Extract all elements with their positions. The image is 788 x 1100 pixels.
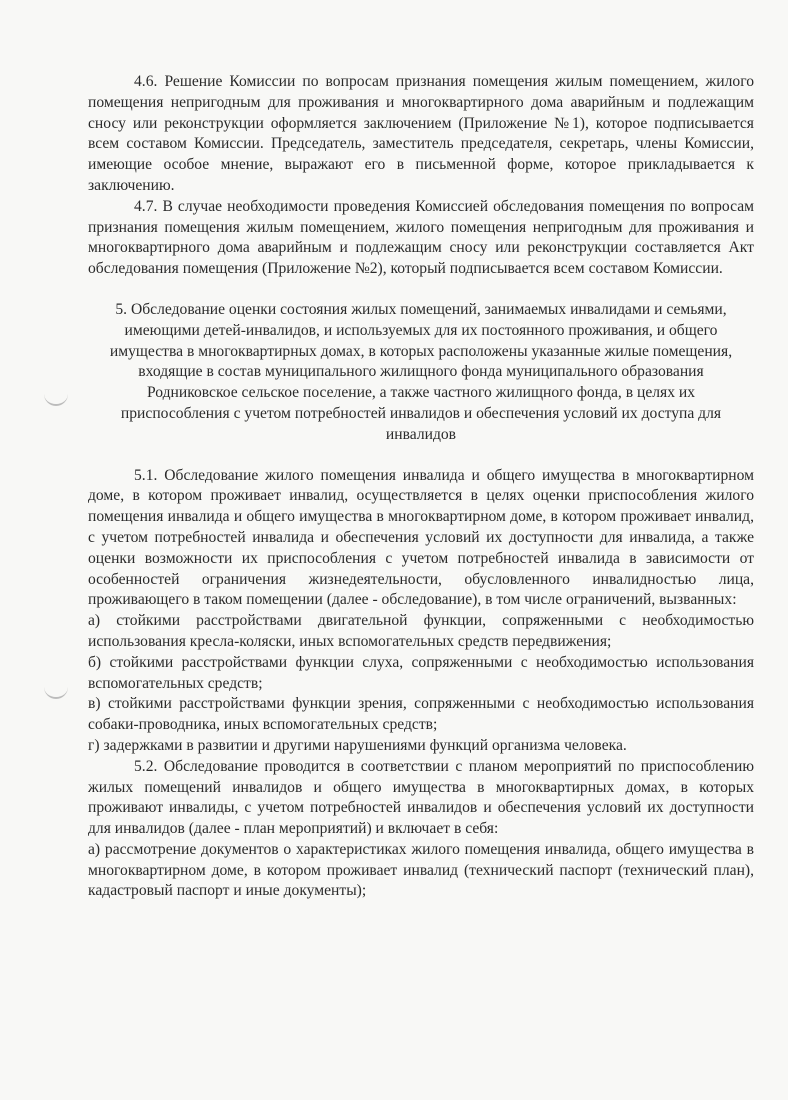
- paragraph-5-1-item-b: б) стойкими расстройствами функции слуха, сопряженными с необходимостью использования вспомогательных средств;: [88, 653, 754, 692]
- document-text: [88, 72, 754, 902]
- punch-hole-mark-bottom: [44, 683, 68, 699]
- paragraph-5-2-item-a: а) рассмотрение документов о характеристиках жилого помещения инвалида, общего имущества в многоквартирном доме, в котором проживает инвалид (технический паспорт (технический план), кадастровый паспорт и иные документы);: [88, 840, 754, 900]
- paragraph-4-6: 4.6. Решение Комиссии по вопросам признания помещения жилым помещением, жилого помещения непригодным для проживания и многоквартирного дома аварийным и подлежащим сносу или реконструкции оформляется заключением (Приложение №1), которое подписывается всем составом Комиссии. Председатель, заместитель председателя, секретарь, члены Комиссии, имеющие особое мнение, выражают его в письменной форме, которое прикладывается к заключению.: [88, 73, 754, 194]
- paragraph-5-1-item-v: в) стойкими расстройствами функции зрения, сопряженными с необходимостью использования собаки-проводника, иных вспомогательных средств;: [88, 695, 754, 734]
- paragraph-5-1-item-g: г) задержками в развитии и другими нарушениями функций организма человека.: [88, 736, 627, 754]
- paragraph-4-7: 4.7. В случае необходимости проведения Комиссией обследования помещения по вопросам признания помещения жилым помещением, жилого помещения непригодным для проживания и многоквартирного дома аварийным и подлежащим сносу или реконструкции составляется Акт обследования помещения (Приложение №2), который подписывается всем составом Комиссии.: [88, 197, 754, 278]
- punch-hole-mark-top: [44, 390, 68, 406]
- paragraph-5-1: 5.1. Обследование жилого помещения инвалида и общего имущества в многоквартирном доме, в котором проживает инвалид, осуществляется в целях оценки приспособления жилого помещения инвалида и общего имущества в многоквартирном доме, в котором проживает инвалид, с учетом потребностей инвалида и обеспечения условий их доступности для инвалида, а также оценки возможности их приспособления с учетом потребностей инвалида в зависимости от особенностей ограничения жизнедеятельности, обусловленного инвалидностью лица, проживающего в таком помещении (далее - обследование), в том числе ограничений, вызванных:: [88, 466, 754, 609]
- section-5-title: 5. Обследование оценки состояния жилых помещений, занимаемых инвалидами и семьями, имеющими детей-инвалидов, и используемых для их постоянного проживания, и общего имущества в многоквартирных домах, в которых расположены указанные жилые помещения, входящие в состав муниципального жилищного фонда муниципального образования Родниковское сельское поселение, а также частного жилищного фонда, в целях их приспособления с учетом потребностей инвалидов и обеспечения условий их доступа для инвалидов: [109, 300, 733, 443]
- paragraph-5-1-item-a: а) стойкими расстройствами двигательной функции, сопряженными с необходимостью использования кресла-коляски, иных вспомогательных средств передвижения;: [88, 612, 754, 650]
- paragraph-5-2: 5.2. Обследование проводится в соответствии с планом мероприятий по приспособлению жилых помещений инвалидов и общего имущества в многоквартирных домах, в которых проживают инвалиды, с учетом потребностей инвалидов и обеспечения условий их доступности для инвалидов (далее - план мероприятий) и включает в себя:: [88, 757, 754, 838]
